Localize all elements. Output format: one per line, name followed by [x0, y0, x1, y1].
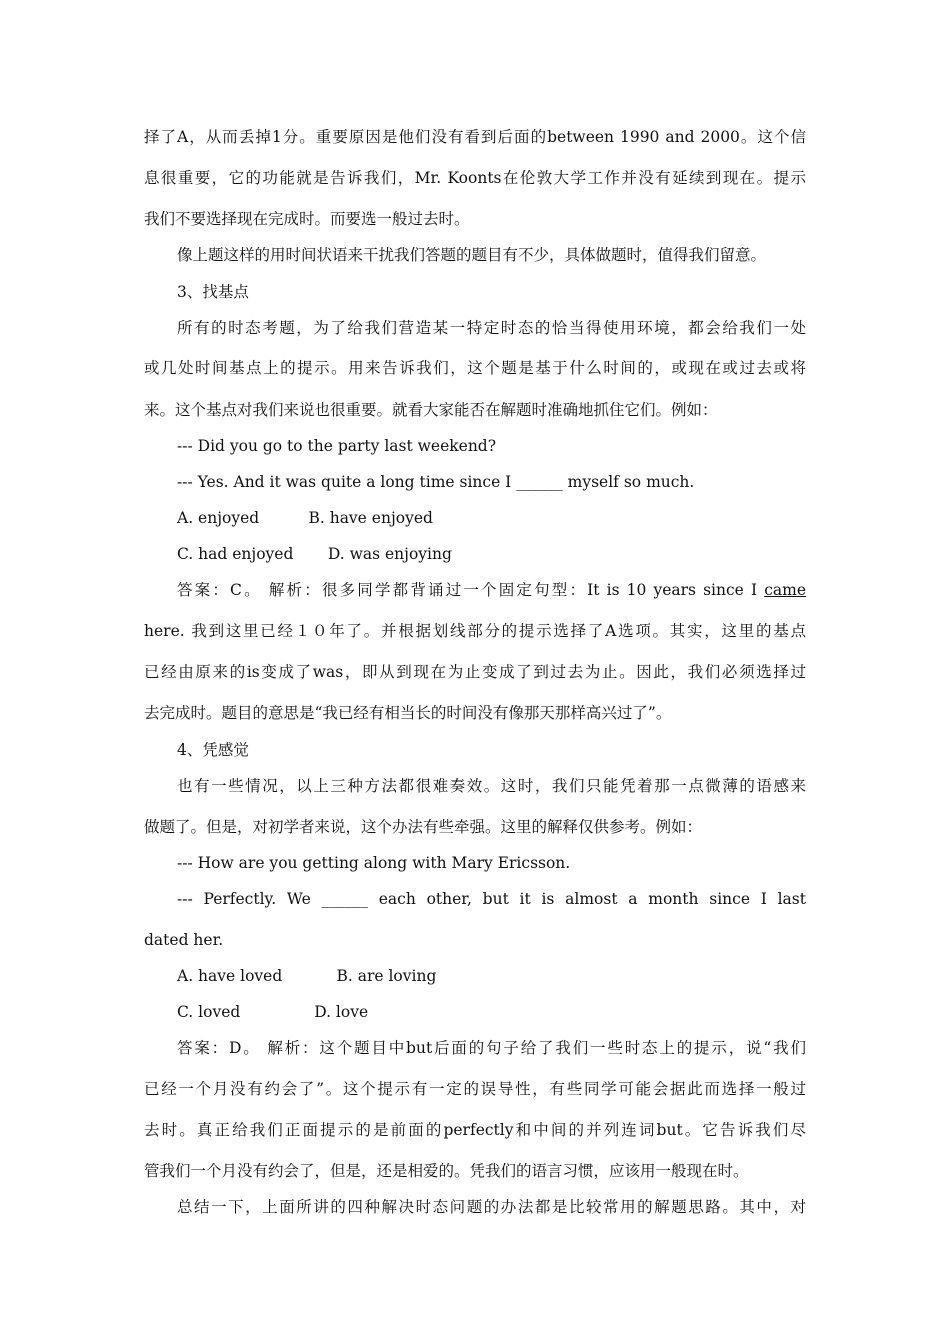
- dialogue-line: dated her.: [144, 931, 224, 949]
- paragraph-line: 去完成时。题目的意思是“我已经有相当长的时间没有像那天那样高兴过了”。: [144, 704, 672, 722]
- paragraph-line: 管我们一个月没有约会了，但是，还是相爱的。凭我们的语言习惯，应该用一般现在时。: [144, 1162, 749, 1180]
- paragraph-line: 总结一下，上面所讲的四种解决时态问题的办法都是比较常用的解题思路。其中，对: [177, 1198, 806, 1216]
- paragraph-line: 做题了。但是，对初学者来说，这个办法有些牵强。这里的解释仅供参考。例如：: [144, 818, 703, 836]
- paragraph-line: 已经一个月没有约会了”。这个提示有一定的误导性，有些同学可能会据此而选择一般过: [144, 1080, 806, 1098]
- section-heading: 3、找基点: [177, 283, 249, 301]
- paragraph-line: 我们不要选择现在完成时。而要选一般过去时。: [144, 210, 470, 228]
- paragraph-line: 或几处时间基点上的提示。用来告诉我们，这个题是基于什么时间的，或现在或过去或将: [144, 359, 806, 377]
- paragraph-line: here. 我到这里已经１０年了。并根据划线部分的提示选择了A选项。其实，这里的基点: [144, 622, 806, 640]
- paragraph-line: 也有一些情况，以上三种方法都很难奏效。这时，我们只能凭着那一点微薄的语感来: [177, 777, 806, 795]
- paragraph-line: 择了A，从而丢掉1分。重要原因是他们没有看到后面的between 1990 and 2000。这个信: [144, 128, 806, 146]
- answer-line: [177, 580, 806, 600]
- option-line: A. enjoyed B. have enjoyed: [177, 509, 433, 527]
- paragraph-line: 来。这个基点对我们来说也很重要。就看大家能否在解题时准确地抓住它们。例如：: [144, 401, 718, 419]
- answer-line: 答案：D。 解析：这个题目中but后面的句子给了我们一些时态上的提示，说“我们: [177, 1039, 806, 1057]
- answer-text: 答案：C。 解析：很多同学都背诵过一个固定句型：It is 10 years since I: [177, 581, 765, 599]
- option-line: C. had enjoyed D. was enjoying: [177, 545, 452, 563]
- paragraph-line: 已经由原来的is变成了was，即从到现在为止变成了到过去为止。因此，我们必须选择过: [144, 663, 806, 681]
- option-line: A. have loved B. are loving: [177, 967, 437, 985]
- dialogue-line: --- Did you go to the party last weekend?: [177, 437, 497, 455]
- paragraph-line: 所有的时态考题，为了给我们营造某一特定时态的恰当得使用环境，都会给我们一处: [177, 319, 806, 337]
- paragraph-line: 息很重要，它的功能就是告诉我们，Mr. Koonts在伦敦大学工作并没有延续到现在。提示: [144, 169, 806, 187]
- dialogue-line: --- How are you getting along with Mary Ericsson.: [177, 854, 571, 872]
- paragraph-line: 像上题这样的用时间状语来干扰我们答题的题目有不少，具体做题时，值得我们留意。: [177, 246, 767, 264]
- section-heading: 4、凭感觉: [177, 741, 249, 759]
- paragraph-line: 去时。真正给我们正面提示的是前面的perfectly和中间的并列连词but。它告诉我们尽: [144, 1121, 806, 1139]
- underlined-word: came: [764, 581, 806, 599]
- dialogue-line: --- Perfectly. We ______ each other, but it is almost a month since I last: [177, 890, 806, 908]
- dialogue-line: --- Yes. And it was quite a long time since I ______ myself so much.: [177, 473, 695, 491]
- option-line: C. loved D. love: [177, 1003, 369, 1021]
